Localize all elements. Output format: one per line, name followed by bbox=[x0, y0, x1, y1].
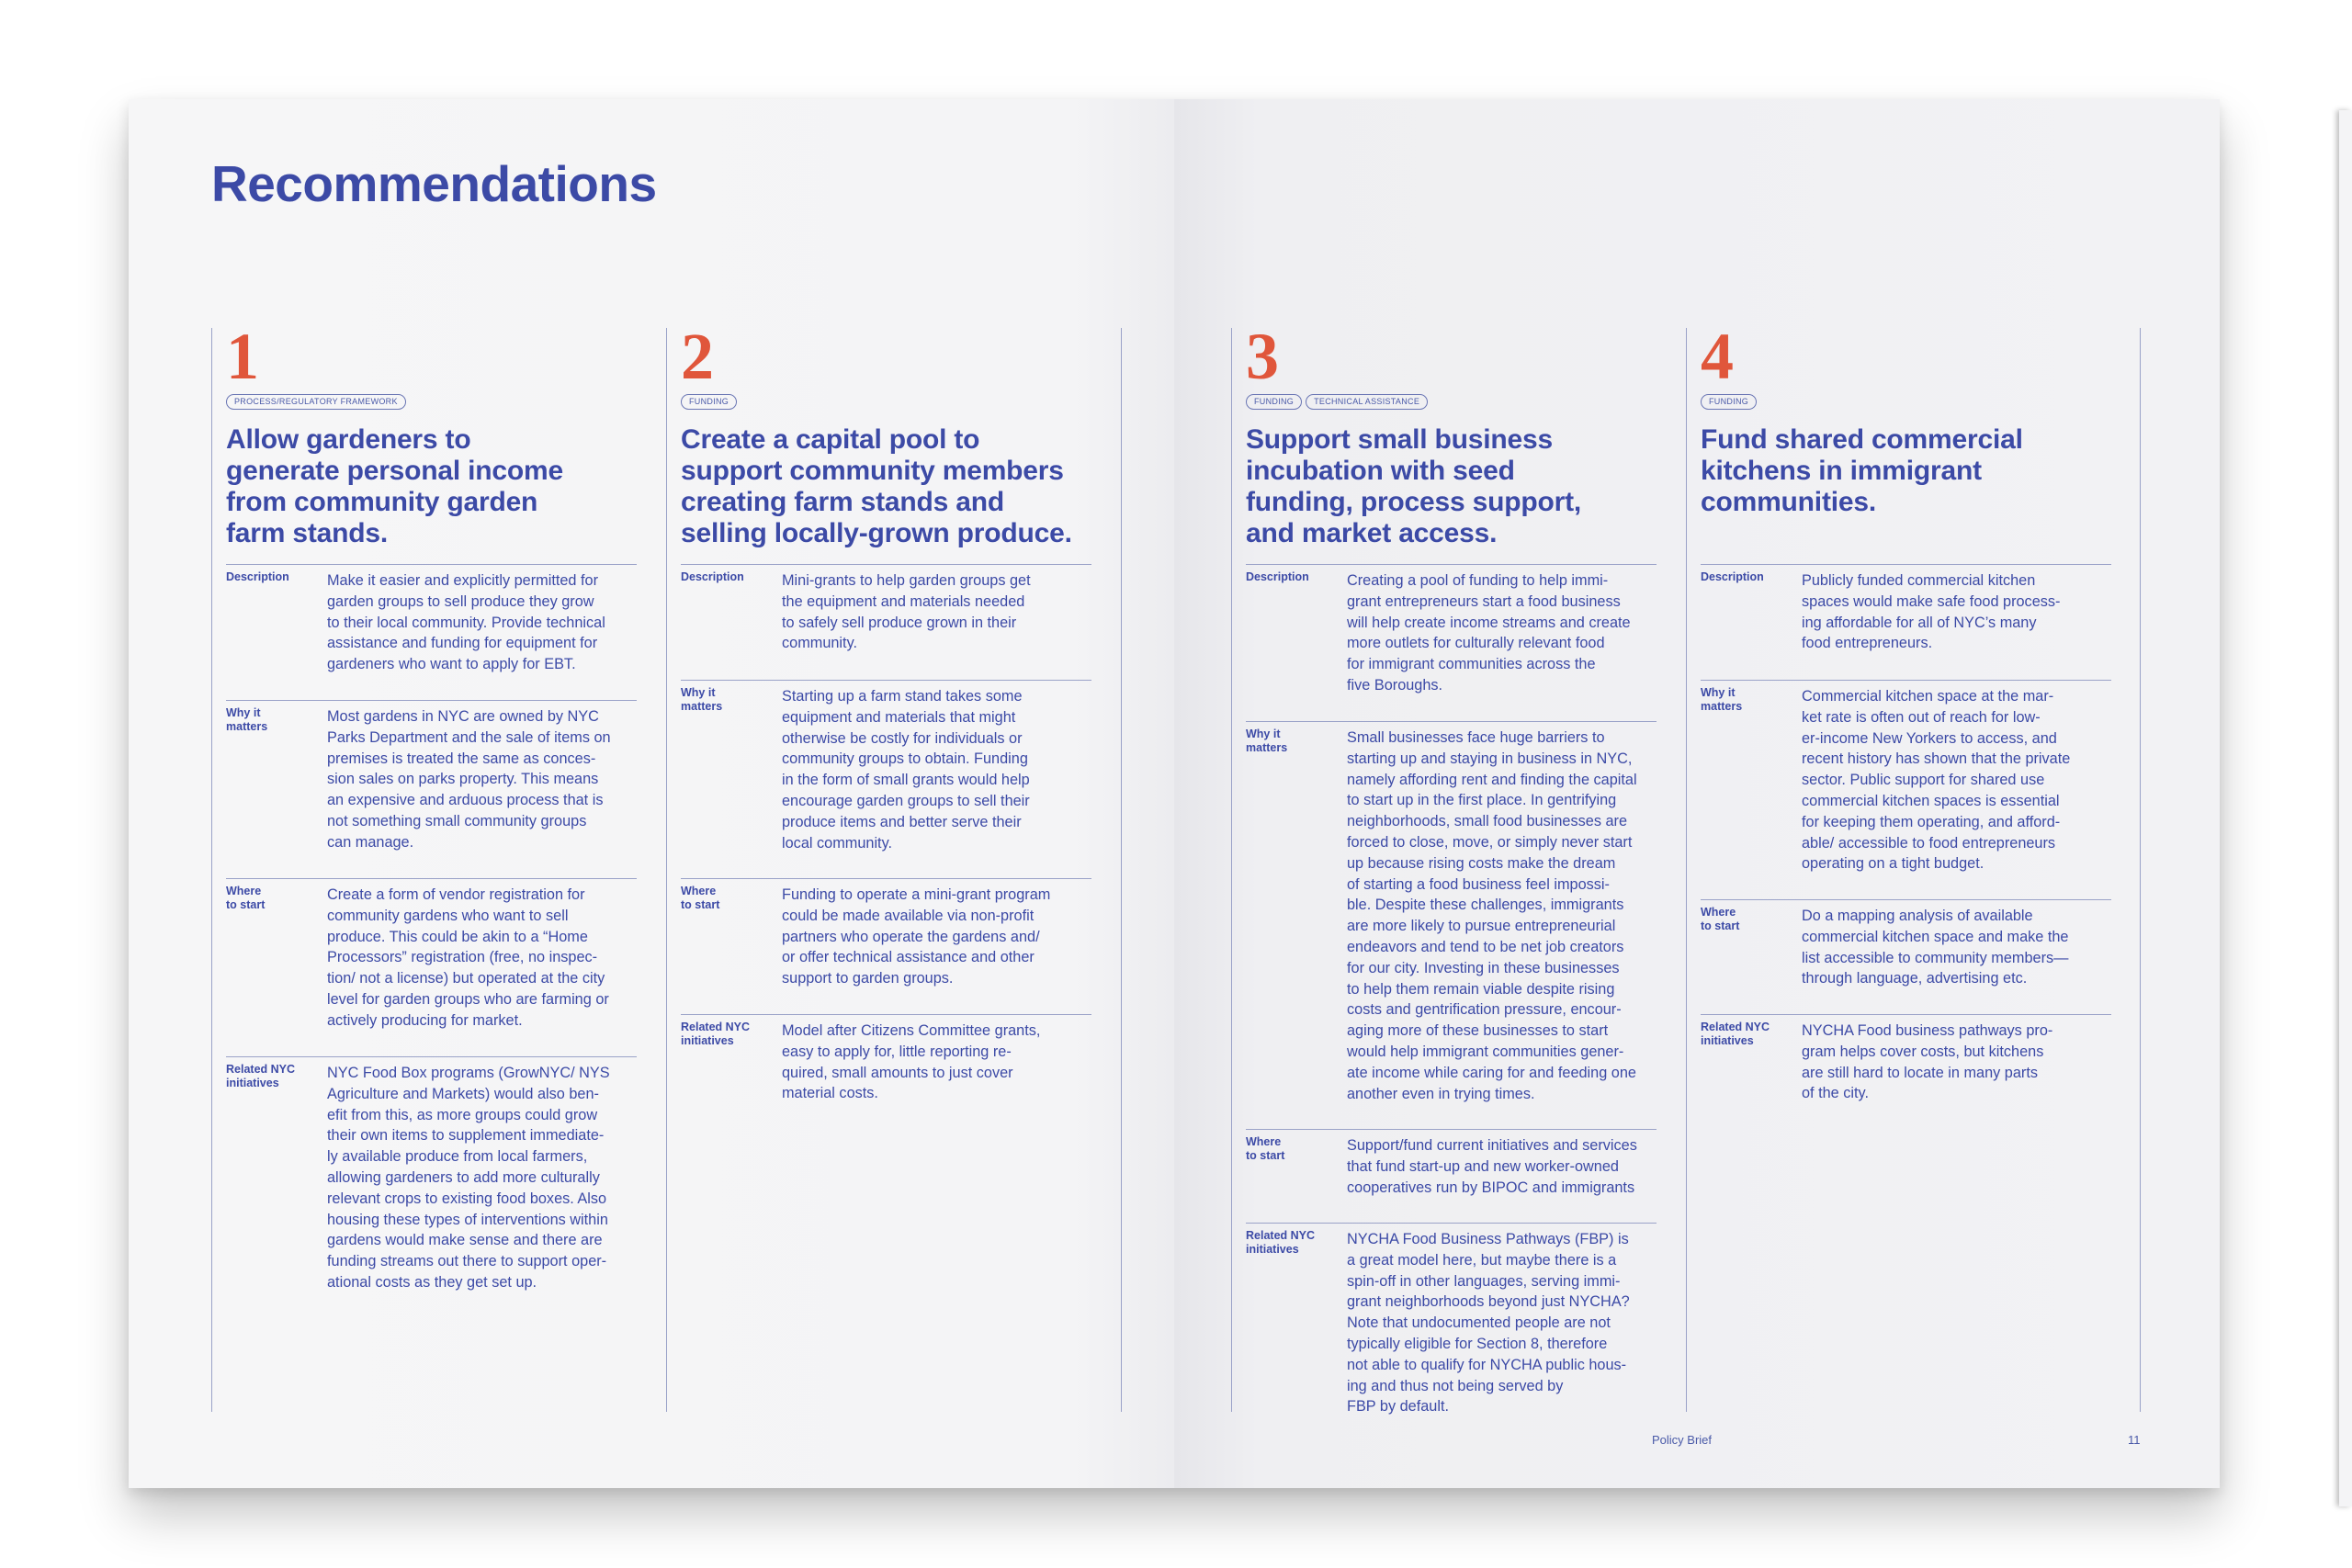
row-where-to-start bbox=[226, 878, 637, 1032]
row-label: Why it matters bbox=[1246, 728, 1288, 754]
tag-list bbox=[1701, 394, 2111, 412]
recommendation-3 bbox=[1231, 320, 1670, 1416]
row-text: Model after Citizens Committee grants, easy to apply for, little reporting re- quired, small amounts to just cover material costs. bbox=[782, 1022, 1041, 1102]
column-rule bbox=[1121, 328, 1122, 1412]
recommendation-number: 4 bbox=[1701, 320, 1734, 393]
row-related-initiatives bbox=[1246, 1223, 1657, 1417]
row-text: Mini-grants to help garden groups get the equipment and materials needed to safely sell produce grown in their community. bbox=[782, 572, 1031, 652]
row-label: Related NYC initiatives bbox=[226, 1063, 296, 1089]
row-description bbox=[1246, 564, 1657, 696]
row-text: Support/fund current initiatives and services that fund start-up and new worker-owned cooperatives run by BIPOC and immigrants bbox=[1347, 1137, 1637, 1196]
row-label: Description bbox=[226, 570, 289, 583]
row-text: Most gardens in NYC are owned by NYC Parks Department and the sale of items on premises is treated the same as conces- sion sales on parks property. This means an expensive and arduous process that is not something small community groups can manage. bbox=[327, 708, 611, 851]
recommendation-2 bbox=[666, 320, 1105, 1412]
row-label: Related NYC initiatives bbox=[1701, 1021, 1770, 1047]
tag-list bbox=[226, 394, 637, 412]
recommendation-heading: Fund shared commercial kitchens in immigrant communities. bbox=[1701, 424, 2023, 517]
row-text: Make it easier and explicitly permitted for garden groups to sell produce they grow to their local community. Provide technical assistance and funding for equipment for gardeners who want to apply for EBT. bbox=[327, 572, 605, 673]
row-text: Small businesses face huge barriers to starting up and staying in business in NYC, namely affording rent and finding the capital to start up in the first place. In gentrifying neighborhoods, small food businesses are forced to close, move, or simply never start up because rising costs make the dream of starting a food business feel impossi- ble. Despite these challenges, immigrants are more likely to pursue entrepreneurial endeavors and tend to be net job creators for our city. Investing in these businesses to help them remain viable despite rising costs and gentrification pressure, encour- aging more of these businesses to start would help immigrant communities gener- ate income while caring for and feeding one another even in trying times. bbox=[1347, 729, 1637, 1102]
category-tag: TECHNICAL ASSISTANCE bbox=[1306, 394, 1428, 410]
row-where-to-start bbox=[681, 878, 1091, 989]
row-text: Do a mapping analysis of available commercial kitchen space and make the list accessible to community members— through language, advertising etc. bbox=[1802, 908, 2069, 987]
row-why-it-matters bbox=[681, 680, 1091, 853]
recommendation-number: 2 bbox=[681, 320, 714, 393]
row-related-initiatives bbox=[681, 1014, 1091, 1104]
tag-list bbox=[1246, 394, 1657, 412]
row-label: Related NYC initiatives bbox=[681, 1021, 751, 1047]
category-tag: FUNDING bbox=[1246, 394, 1302, 410]
row-related-initiatives bbox=[226, 1056, 637, 1293]
category-tag: PROCESS/REGULATORY FRAMEWORK bbox=[226, 394, 406, 410]
row-label: Where to start bbox=[681, 885, 720, 911]
row-label: Description bbox=[1701, 570, 1764, 583]
row-description bbox=[1701, 564, 2111, 654]
tag-list bbox=[681, 394, 1091, 412]
row-text: NYCHA Food business pathways pro- gram helps cover costs, but kitchens are still hard to locate in many parts of the city. bbox=[1802, 1022, 2053, 1102]
recommendation-number: 3 bbox=[1246, 320, 1279, 393]
row-label: Why it matters bbox=[1701, 686, 1743, 713]
row-label: Why it matters bbox=[226, 706, 268, 733]
row-text: NYCHA Food Business Pathways (FBP) is a great model here, but maybe there is a spin-off in other languages, serving immi- grant neighborhoods beyond just NYCHA? Note that undocumented people are not typically eligible for Section 8, therefore not able to qualify for NYCHA public hous- ing and thus not being served by FBP by default. bbox=[1347, 1231, 1630, 1416]
row-text: Starting up a farm stand takes some equipment and materials that might otherwise be costly for individuals or community groups to obtain. Funding in the form of small grants would help encourage garden groups to sell their produce items and better serve their local community. bbox=[782, 688, 1030, 852]
recommendation-heading: Create a capital pool to support community members creating farm stands and selling locally-grown produce. bbox=[681, 424, 1072, 548]
row-text: NYC Food Box programs (GrowNYC/ NYS Agriculture and Markets) would also ben- efit from this, as more groups could grow their own items to supplement immediate- ly available produce from local farmers, allowing gardeners to add more culturally relevant crops to existing food boxes. Also housing these types of interventions within gardens would make sense and there are funding streams out there to support oper- ational costs as they get set up. bbox=[327, 1065, 610, 1291]
recommendation-heading: Allow gardeners to generate personal income from community garden farm stands. bbox=[226, 424, 563, 548]
row-description bbox=[681, 564, 1091, 654]
column-rule bbox=[2140, 328, 2141, 1412]
row-why-it-matters bbox=[1246, 721, 1657, 1104]
row-where-to-start bbox=[1701, 899, 2111, 989]
category-tag: FUNDING bbox=[681, 394, 737, 410]
page-title: Recommendations bbox=[211, 155, 657, 212]
row-label: Where to start bbox=[1246, 1135, 1285, 1162]
row-label: Related NYC initiatives bbox=[1246, 1229, 1316, 1256]
recommendation-4 bbox=[1686, 320, 2125, 1412]
recommendation-heading: Support small business incubation with seed funding, process support, and market access. bbox=[1246, 424, 1582, 548]
row-label: Where to start bbox=[1701, 906, 1740, 932]
row-related-initiatives bbox=[1701, 1014, 2111, 1104]
row-text: Commercial kitchen space at the mar- ket rate is often out of reach for low- er-income New Yorkers to access, and recent history has shown that the private sector. Public support for shared use commercial kitchen spaces is essential for keeping them operating, and afford- able/ accessible to food entrepreneurs operating on a tight budget. bbox=[1802, 688, 2071, 873]
row-label: Description bbox=[1246, 570, 1309, 583]
next-page-edge bbox=[2339, 110, 2352, 1506]
row-text: Funding to operate a mini-grant program could be made available via non-profit partners who operate the gardens and/ or offer technical assistance and other support to garden groups. bbox=[782, 886, 1051, 987]
row-description bbox=[226, 564, 637, 675]
row-why-it-matters bbox=[1701, 680, 2111, 874]
row-text: Creating a pool of funding to help immi- grant entrepreneurs start a food business will help create income streams and create more outlets for culturally relevant food for immigrant communities across the five Boroughs. bbox=[1347, 572, 1631, 694]
row-label: Description bbox=[681, 570, 744, 583]
row-label: Where to start bbox=[226, 885, 266, 911]
category-tag: FUNDING bbox=[1701, 394, 1757, 410]
footer-label: Policy Brief bbox=[1652, 1433, 1713, 1447]
row-why-it-matters bbox=[226, 700, 637, 853]
row-text: Publicly funded commercial kitchen spaces would make safe food process- ing affordable for all of NYC’s many food entrepreneurs. bbox=[1802, 572, 2061, 652]
page-number: 11 bbox=[2128, 1433, 2141, 1447]
row-label: Why it matters bbox=[681, 686, 723, 713]
recommendation-1 bbox=[211, 320, 650, 1412]
row-text: Create a form of vendor registration for community gardens who want to sell produce. This could be akin to a “Home Processors” registration (free, no inspec- tion/ not a license) but operated at the city level for garden groups who are farming or actively producing for market. bbox=[327, 886, 609, 1029]
row-where-to-start bbox=[1246, 1129, 1657, 1198]
recommendation-number: 1 bbox=[226, 320, 259, 393]
